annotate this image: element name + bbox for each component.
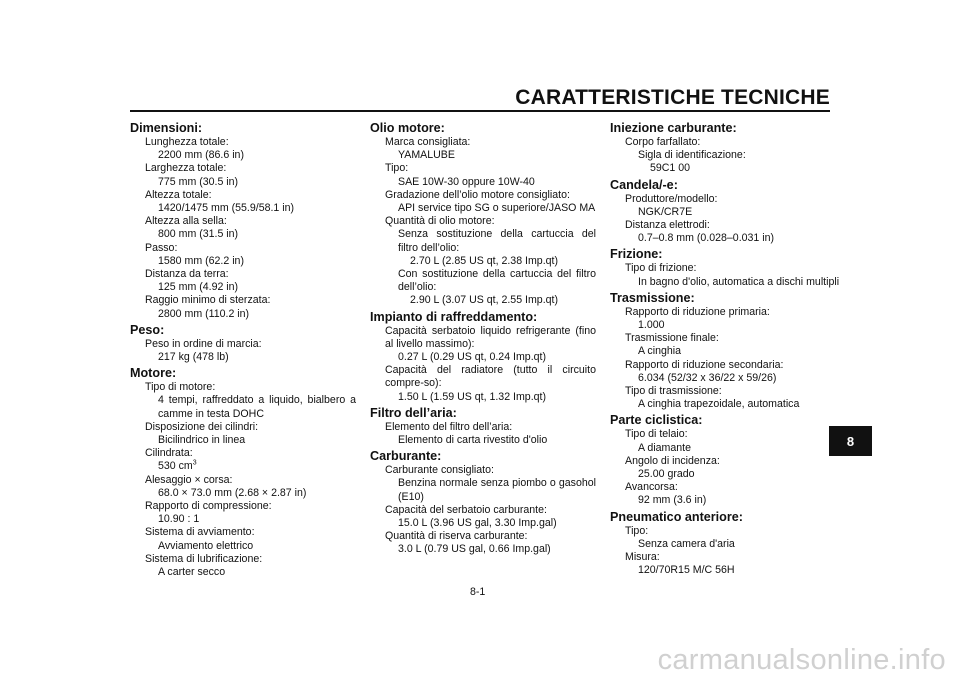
spec-text: Distanza da terra: <box>145 268 229 281</box>
spec-text: Larghezza totale: <box>145 162 227 175</box>
spec-value <box>370 294 596 307</box>
spec-text: 2800 mm (110.2 in) <box>158 307 250 320</box>
spec-text: Benzina normale senza piombo o gasohol (E10) <box>398 477 596 503</box>
spec-value <box>130 513 356 526</box>
spec-value <box>610 442 842 455</box>
section-heading <box>370 310 596 325</box>
spec-value <box>610 538 842 551</box>
spec-text: Peso in ordine di marcia: <box>145 337 262 350</box>
spec-text: Alesaggio × corsa: <box>145 473 233 486</box>
spec-text: Distanza elettrodi: <box>625 219 710 232</box>
spec-text: 3.0 L (0.79 US gal, 0.66 Imp.gal) <box>398 543 551 556</box>
spec-value <box>610 564 842 577</box>
spec-text: 125 mm (4.92 in) <box>158 281 239 294</box>
spec-text: 800 mm (31.5 in) <box>158 228 239 241</box>
spec-text: Iniezione carburante: <box>610 121 737 135</box>
spec-value <box>130 202 356 215</box>
spec-text: Tipo di telaio: <box>625 428 688 441</box>
spec-value <box>610 398 842 411</box>
header-rule <box>130 110 830 112</box>
spec-text: Candela/-e: <box>610 177 678 192</box>
spec-text: Quantità di riserva carburante: <box>385 530 528 543</box>
spec-text: A diamante <box>638 441 692 454</box>
spec-label <box>610 332 842 345</box>
spec-value <box>130 566 356 579</box>
spec-text: Peso: <box>130 322 165 337</box>
spec-value <box>370 391 596 404</box>
spec-text: 530 cm <box>158 460 193 473</box>
spec-label <box>610 193 842 206</box>
superscript: 3 <box>192 459 197 467</box>
spec-text: Filtro dell’aria: <box>370 405 457 420</box>
spec-text: 59C1 00 <box>650 162 691 175</box>
section-heading <box>610 247 842 262</box>
page-title: CARATTERISTICHE TECNICHE <box>515 86 830 109</box>
spec-text: 2.90 L (3.07 US qt, 2.55 Imp.qt) <box>410 294 559 307</box>
spec-value <box>610 468 842 481</box>
spec-value <box>610 319 842 332</box>
spec-text: Rapporto di riduzione primaria: <box>625 305 770 318</box>
spec-value <box>130 176 356 189</box>
section-heading <box>130 366 356 381</box>
spec-column-2 <box>370 121 596 557</box>
spec-text: Altezza alla sella: <box>145 215 227 228</box>
spec-value <box>610 372 842 385</box>
spec-text: Disposizione dei cilindri: <box>145 420 259 433</box>
spec-text: Dimensioni: <box>130 121 203 135</box>
section-heading <box>610 178 842 193</box>
spec-label <box>130 553 356 566</box>
spec-value <box>370 255 596 268</box>
spec-text: Carburante: <box>370 449 442 464</box>
spec-value <box>130 460 356 473</box>
spec-label <box>370 530 596 543</box>
spec-text: Angolo di incidenza: <box>625 454 720 467</box>
spec-label <box>130 421 356 434</box>
spec-text: Senza sostituzione della cartuccia del filtro dell’olio: <box>398 228 596 254</box>
spec-text: Trasmissione finale: <box>625 332 719 345</box>
spec-text: Con sostituzione della cartuccia del filtro dell’olio: <box>398 268 596 294</box>
spec-text: 217 kg (478 lb) <box>158 351 229 364</box>
spec-text: 1580 mm (62.2 in) <box>158 254 244 267</box>
spec-value <box>130 149 356 162</box>
section-heading <box>130 323 356 338</box>
spec-label <box>610 306 842 319</box>
spec-label <box>610 136 842 149</box>
spec-text: NGK/CR7E <box>638 205 693 218</box>
spec-value <box>610 206 842 219</box>
spec-text: Gradazione dell’olio motore consigliato: <box>385 188 570 201</box>
spec-text: Rapporto di compressione: <box>145 500 272 513</box>
spec-text: 15.0 L (3.96 US gal, 3.30 Imp.gal) <box>398 517 557 530</box>
spec-label <box>130 162 356 175</box>
section-heading <box>370 406 596 421</box>
spec-label <box>610 551 842 564</box>
spec-label <box>130 500 356 513</box>
spec-text: Raggio minimo di sterzata: <box>145 294 271 307</box>
spec-label <box>370 464 596 477</box>
spec-text: Frizione: <box>610 247 663 262</box>
spec-text: 4 tempi, raffreddato a liquido, bialbero a camme in testa DOHC <box>158 394 356 420</box>
spec-label <box>610 481 842 494</box>
spec-text: Tipo di trasmissione: <box>625 385 722 398</box>
spec-text: Lunghezza totale: <box>145 136 229 148</box>
spec-text: 1.000 <box>638 319 665 332</box>
spec-text: 0.27 L (0.29 US qt, 0.24 Imp.qt) <box>398 351 547 364</box>
spec-text: SAE 10W-30 oppure 10W-40 <box>398 175 535 188</box>
chapter-tab: 8 <box>829 426 872 456</box>
spec-text: Sistema di avviamento: <box>145 526 255 539</box>
watermark: carmanualsonline.info <box>657 644 946 676</box>
spec-value <box>370 268 596 294</box>
spec-label <box>370 325 596 351</box>
spec-value <box>370 434 596 447</box>
spec-value <box>130 540 356 553</box>
spec-text: Sigla di identificazione: <box>638 149 746 162</box>
spec-text: Capacità serbatoio liquido refrigerante (fino al livello massimo): <box>385 324 596 350</box>
spec-text: YAMALUBE <box>398 149 455 162</box>
spec-text: Motore: <box>130 366 177 381</box>
spec-value <box>130 228 356 241</box>
spec-text: Parte ciclistica: <box>610 413 703 428</box>
spec-label <box>610 262 842 275</box>
spec-text: 25.00 grado <box>638 468 695 481</box>
spec-label <box>610 385 842 398</box>
spec-label <box>370 136 596 149</box>
spec-value <box>370 149 596 162</box>
spec-text: Bicilindrico in linea <box>158 434 246 447</box>
spec-text: Marca consigliata: <box>385 136 471 148</box>
section-heading <box>130 121 356 136</box>
spec-label <box>130 215 356 228</box>
spec-value <box>370 477 596 503</box>
spec-label <box>130 526 356 539</box>
spec-text: A carter secco <box>158 566 226 579</box>
spec-label <box>130 189 356 202</box>
spec-label <box>610 455 842 468</box>
section-heading <box>610 413 842 428</box>
spec-value <box>130 351 356 364</box>
spec-text: API service tipo SG o superiore/JASO MA <box>398 202 596 215</box>
page-number: 8-1 <box>470 586 486 598</box>
spec-text: Tipo: <box>625 524 649 537</box>
spec-label <box>370 215 596 228</box>
spec-text: Capacità del serbatoio carburante: <box>385 503 547 516</box>
spec-text: A cinghia <box>638 345 681 358</box>
spec-value <box>370 543 596 556</box>
spec-value <box>370 202 596 215</box>
spec-text: Tipo di motore: <box>145 381 216 394</box>
spec-label <box>130 136 356 149</box>
spec-label <box>610 428 842 441</box>
spec-value <box>610 276 842 289</box>
spec-label <box>130 447 356 460</box>
spec-label <box>130 381 356 394</box>
section-heading <box>370 121 596 136</box>
spec-value <box>130 394 356 420</box>
section-heading <box>610 510 842 525</box>
spec-value <box>370 351 596 364</box>
spec-label <box>370 504 596 517</box>
spec-text: Pneumatico anteriore: <box>610 509 743 524</box>
spec-text: 120/70R15 M/C 56H <box>638 564 735 577</box>
spec-text: Cilindrata: <box>145 447 193 460</box>
spec-value <box>130 281 356 294</box>
spec-text: Misura: <box>625 551 660 564</box>
spec-value <box>610 345 842 358</box>
spec-value <box>610 162 842 175</box>
spec-text: Capacità del radiatore (tutto il circuito compre-so): <box>385 364 596 390</box>
spec-label <box>610 359 842 372</box>
spec-text: Quantità di olio motore: <box>385 215 495 228</box>
spec-value <box>130 255 356 268</box>
spec-text: Altezza totale: <box>145 188 212 201</box>
spec-text: Avancorsa: <box>625 481 678 494</box>
spec-label <box>610 525 842 538</box>
spec-text: 68.0 × 73.0 mm (2.68 × 2.87 in) <box>158 486 307 499</box>
spec-value <box>370 517 596 530</box>
spec-text: Carburante consigliato: <box>385 464 494 477</box>
spec-value <box>370 228 596 254</box>
spec-text: Tipo: <box>385 162 409 175</box>
spec-label <box>370 162 596 175</box>
spec-text: 2200 mm (86.6 in) <box>158 149 244 162</box>
spec-column-1 <box>130 121 356 579</box>
spec-text: Avviamento elettrico <box>158 539 254 552</box>
spec-value <box>610 494 842 507</box>
spec-text: Elemento del filtro dell’aria: <box>385 420 513 433</box>
section-heading <box>370 449 596 464</box>
spec-text: Senza camera d'aria <box>638 537 735 550</box>
spec-text: Sistema di lubrificazione: <box>145 552 263 565</box>
spec-label <box>130 474 356 487</box>
spec-text: 10.90 : 1 <box>158 513 200 526</box>
spec-text: A cinghia trapezoidale, automatica <box>638 398 800 411</box>
spec-text: Olio motore: <box>370 121 445 135</box>
spec-text: Passo: <box>145 241 178 254</box>
spec-label <box>130 338 356 351</box>
spec-label <box>130 294 356 307</box>
spec-text: Corpo farfallato: <box>625 136 701 148</box>
section-heading <box>610 291 842 306</box>
spec-text: Rapporto di riduzione secondaria: <box>625 358 784 371</box>
spec-text: In bagno d'olio, automatica a dischi multipli <box>638 275 840 288</box>
spec-column-3 <box>610 121 842 577</box>
spec-value <box>130 434 356 447</box>
spec-value <box>610 149 842 162</box>
spec-label <box>370 189 596 202</box>
spec-label <box>370 364 596 390</box>
spec-text: 775 mm (30.5 in) <box>158 175 239 188</box>
spec-label <box>130 242 356 255</box>
spec-text: 1.50 L (1.59 US qt, 1.32 Imp.qt) <box>398 390 547 403</box>
spec-value <box>130 308 356 321</box>
spec-text: 0.7–0.8 mm (0.028–0.031 in) <box>638 232 775 245</box>
spec-text: Trasmissione: <box>610 290 695 305</box>
spec-text: 2.70 L (2.85 US qt, 2.38 Imp.qt) <box>410 254 559 267</box>
spec-value <box>370 176 596 189</box>
spec-label <box>370 421 596 434</box>
spec-label <box>130 268 356 281</box>
spec-text: Impianto di raffreddamento: <box>370 309 538 324</box>
spec-text: 92 mm (3.6 in) <box>638 494 707 507</box>
spec-label <box>610 219 842 232</box>
spec-text: Tipo di frizione: <box>625 262 697 275</box>
spec-value <box>130 487 356 500</box>
spec-text: 6.034 (52/32 x 36/22 x 59/26) <box>638 371 777 384</box>
spec-text: 1420/1475 mm (55.9/58.1 in) <box>158 202 295 215</box>
spec-text: Elemento di carta rivestito d'olio <box>398 434 548 447</box>
spec-value <box>610 232 842 245</box>
section-heading <box>610 121 842 136</box>
spec-text: Produttore/modello: <box>625 192 718 205</box>
